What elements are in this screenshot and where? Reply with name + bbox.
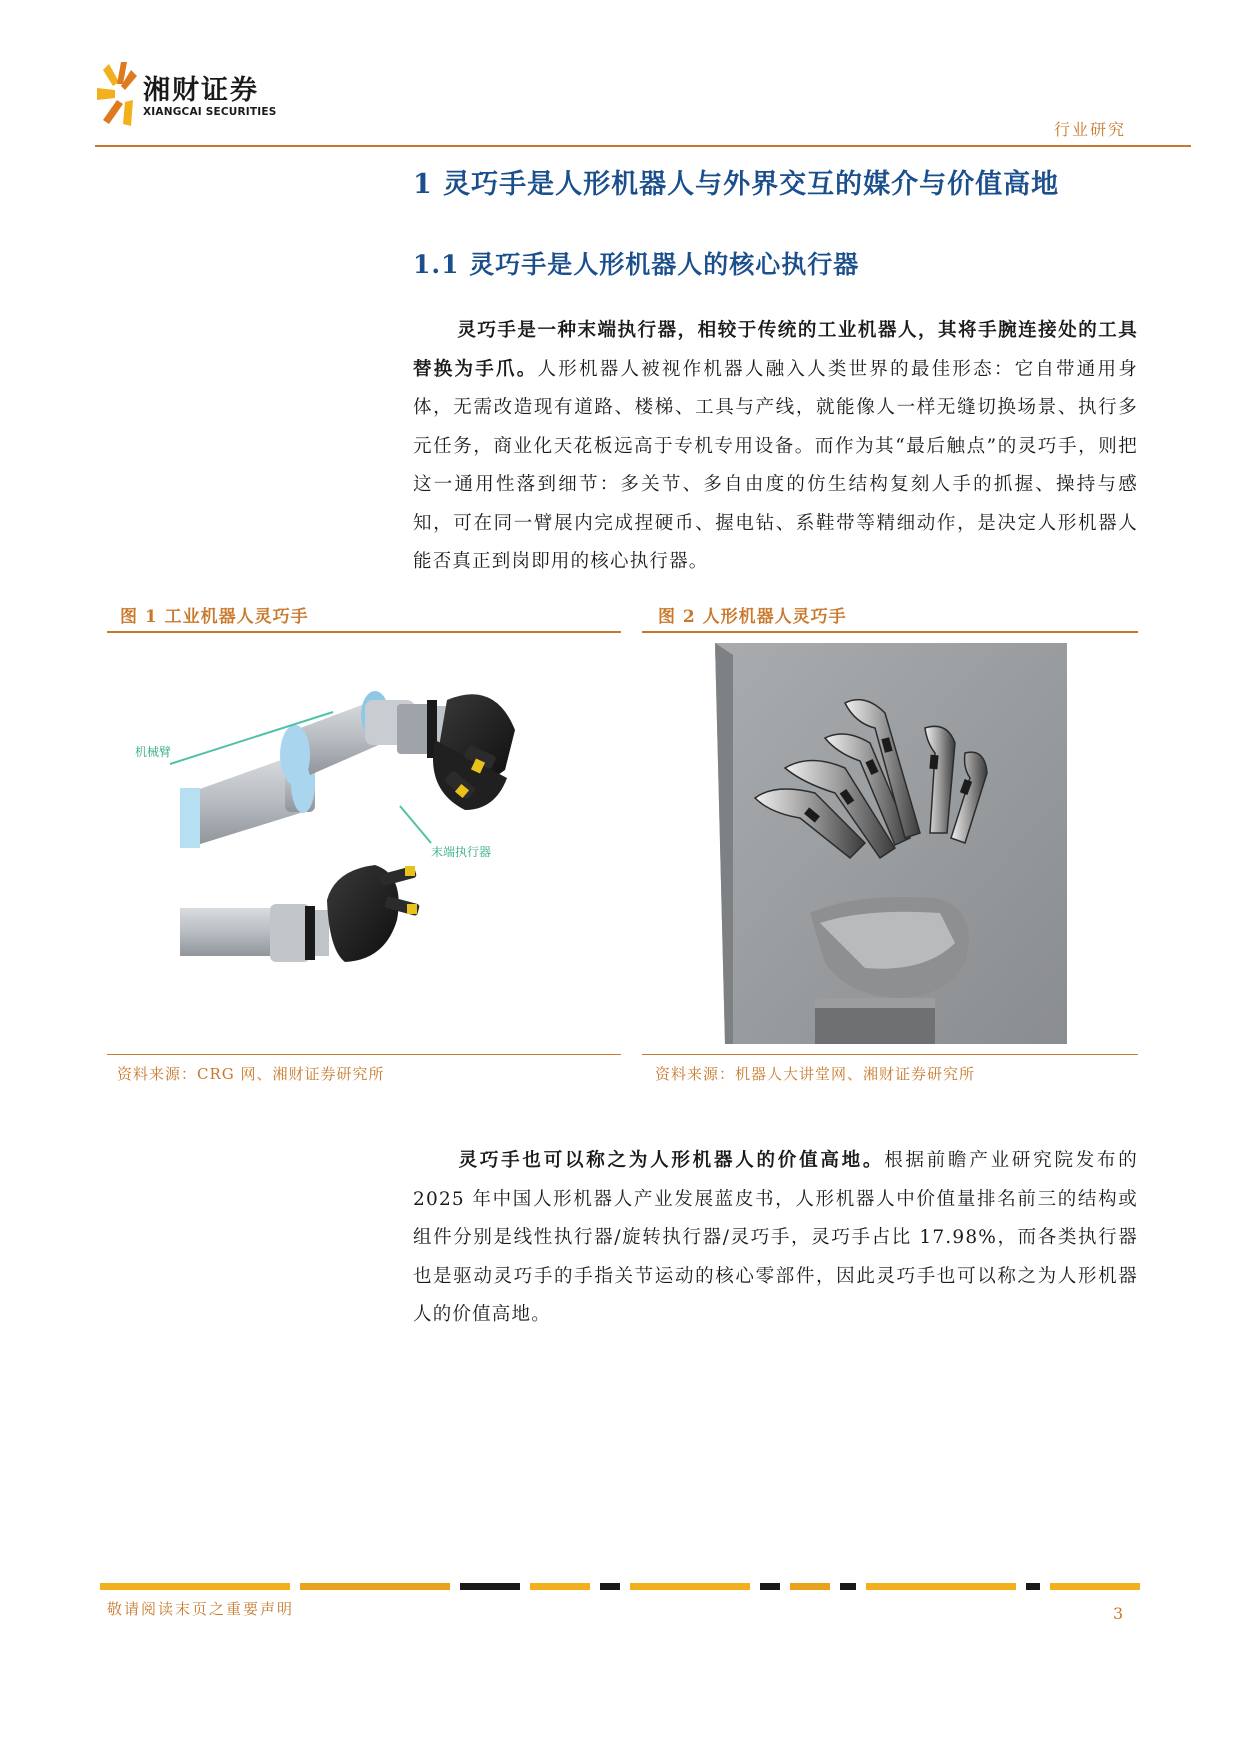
figure-2-bottom-rule [642, 1054, 1138, 1055]
figure-1-bottom-rule [107, 1054, 621, 1055]
humanoid-robot-hand-image [715, 643, 1067, 1044]
figure-2-title: 图 2 人形机器人灵巧手 [658, 607, 847, 627]
figure-2-source: 资料来源：机器人大讲堂网、湘财证券研究所 [655, 1065, 976, 1083]
arm-label: 机械臂 [135, 745, 172, 759]
paragraph-lead: 灵巧手是一种末端执行器，相较于传统的工业机器人，其将手腕连接处的工具替换为手爪。 [413, 320, 1138, 380]
chapter-heading: 1 灵巧手是人形机器人与外界交互的媒介与价值高地 [413, 169, 1060, 200]
paragraph-lead: 灵巧手也可以称之为人形机器人的价值高地。 [457, 1150, 885, 1171]
header-divider [95, 145, 1191, 147]
footer-disclaimer-note: 敬请阅读末页之重要声明 [107, 1600, 295, 1618]
section-heading: 1.1 灵巧手是人形机器人的核心执行器 [413, 250, 860, 279]
figure-1-source: 资料来源：CRG 网、湘财证券研究所 [117, 1065, 385, 1083]
section-tag: 行业研究 [1053, 120, 1126, 139]
page-number: 3 [1113, 1604, 1124, 1623]
body-paragraph-1 [413, 312, 1138, 582]
body-paragraph-2 [413, 1142, 1138, 1335]
figure-1-top-rule [107, 631, 621, 633]
figure-1-title: 图 1 工业机器人灵巧手 [120, 607, 309, 627]
company-logo [95, 60, 315, 130]
logo-chinese-text: 湘财证券 [143, 75, 259, 106]
logo-mark-icon [95, 60, 145, 130]
logo-english-text: XIANGCAI SECURITIES [143, 106, 277, 118]
footer-decorative-strip [100, 1583, 1140, 1590]
paragraph-body: 根据前瞻产业研究院发布的 2025 年中国人形机器人产业发展蓝皮书，人形机器人中价值量排名前三的结构或组件分别是线性执行器/旋转执行器/灵巧手，灵巧手占比 17.98%，而各类执行器也是驱动灵巧手的手指关节运动的核心零部件，因此灵巧手也可以称之为人形机器人的价值高地。 [413, 1150, 1138, 1325]
paragraph-body: 人形机器人被视作机器人融入人类世界的最佳形态：它自带通用身体，无需改造现有道路、楼梯、工具与产线，就能像人一样无缝切换场景、执行多元任务，商业化天花板远高于专机专用设备。而作为其“最后触点”的灵巧手，则把这一通用性落到细节：多关节、多自由度的仿生结构复刻人手的抓握、操持与感知，可在同一臂展内完成捏硬币、握电钻、系鞋带等精细动作，是决定人形机器人能否真正到岗即用的核心执行器。 [413, 358, 1138, 572]
effector-label: 末端执行器 [431, 845, 492, 859]
industrial-robot-gripper-image [135, 660, 615, 1040]
figure-2-top-rule [642, 631, 1138, 633]
